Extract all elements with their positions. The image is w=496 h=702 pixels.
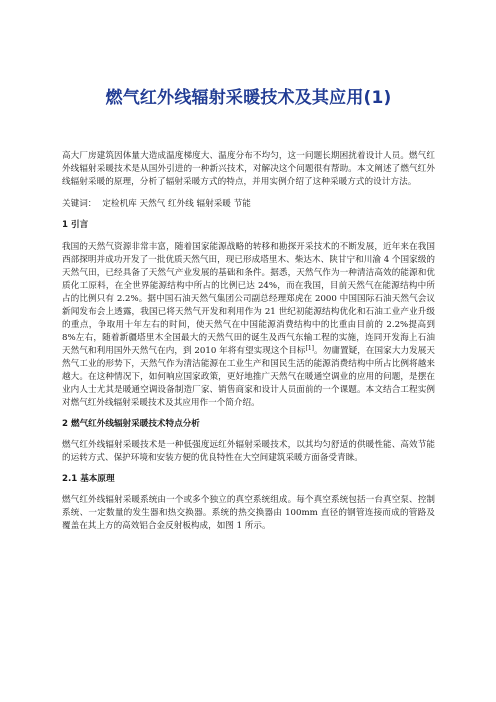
section-2-heading: 2 燃气红外线辐射采暖技术特点分析	[62, 419, 200, 429]
section-1-paragraph	[62, 241, 435, 410]
keywords-value: 定检机库 天然气 红外线 辐射采暖 节能	[102, 199, 251, 209]
citation-marker: [1]	[305, 345, 314, 352]
section-1-text-a: 我国的天然气资源非常丰富，随着国家能源战略的转移和勘探开采技术的不断发展，近年来在我国西部探明并成功开发了一批优质天然气田，现已形成塔里木、柴达木、陕甘宁和川渝 4 个国家级的天然气田，已经具备了天然气产业发展的基础和条件。据悉，天然气作为一种清洁高效的能源和优质化工原料，在全世界能源结构中所占的比例已达 24%，而在我国，目前天然气在能源结构中所占的比例只有 2.2%。据中国石油天然气集团公司副总经理郑虎在 2000 中国国际石油天然气会议新闻发布会上透露，我国已将天然气开发和利用作为 21 世纪初能源结构优化和石油工业产业升级的重点，争取用十年左右的时间，使天然气在中国能源消费结构中的比重由目前的 2.2%提高到 8%左右，随着新疆塔里木全国最大的天然气田的诞生及西气东输工程的实施，连同开发海上石油天然气和利用国外天然气在内，到 2010 年将有望实现这个目标	[62, 242, 435, 356]
keywords	[62, 198, 435, 211]
section-2-paragraph: 燃气红外线辐射采暖技术是一种低强度远红外辐射采暖技术，以其均匀舒适的供暖性能、高效节能的运转方式、保护环境和安装方便的优良特性在大空间建筑采暖方面备受青睐。	[62, 440, 435, 463]
section-1-heading: 1 引言	[62, 220, 89, 230]
abstract: 高大厂房建筑因体量大造成温度梯度大、温度分布不均匀，这一问题长期困扰着设计人员。燃气红外线辐射采暖技术是从国外引进的一种新兴技术，对解决这个问题很有帮助。本文阐述了燃气红外线辐射采暖的原理，分析了辐射采暖方式的特点，并用实例介绍了这种采暖方式的设计方法。	[62, 151, 435, 187]
keywords-label: 关键词：	[62, 199, 97, 209]
section-1-text-b: 。勿庸置疑，在国家大力发展天然气工业的形势下，天然气作为清洁能源在工业生产和国民生活的能源消费结构中所占比例将越来越大。在这种情况下，如何响应国家政策，更好地推广天然气在暖通空调业的应用的问题，是摆在业内人士尤其是暖通空调设备制造厂家、销售商家和设计人员面前的一个课题。本文结合工程实例对燃气红外线辐射采暖技术及其应用作一个简介绍。	[62, 346, 435, 408]
section-2-1-paragraph: 燃气红外线辐射采暖系统由一个或多个独立的真空系统组成。每个真空系统包括一台真空泵、控制系统、一定数量的发生器和热交换器。系统的热交换器由 100mm 直径的钢管连接而成的管路及覆盖在其上方的高效铝合金反射板构成，如图 1 所示。	[62, 495, 435, 531]
page-title: 燃气红外线辐射采暖技术及其应用(1)	[105, 88, 392, 108]
section-2-1-heading: 2.1 基本原理	[62, 474, 115, 484]
